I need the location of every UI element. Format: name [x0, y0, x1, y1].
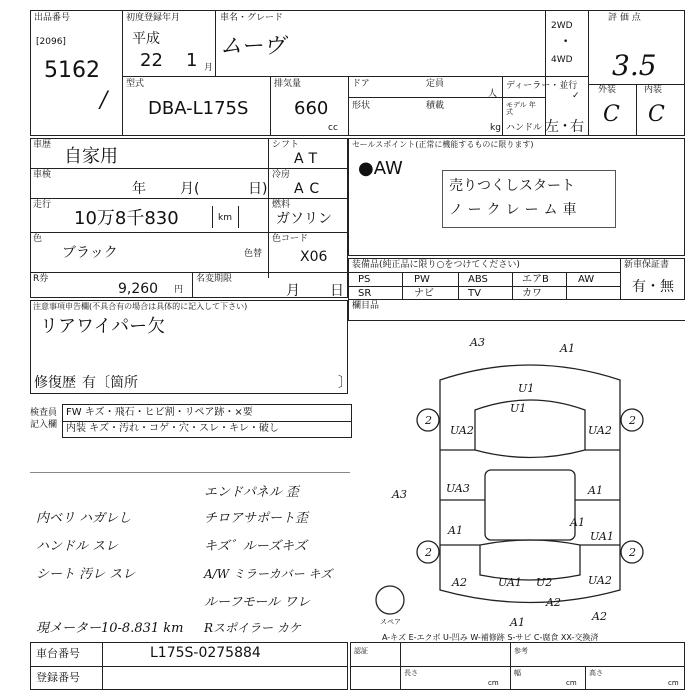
equipment-bottom-3: カワ [522, 288, 542, 299]
equipment-bottom-1: ナビ [414, 288, 434, 299]
warranty-value: 有・無 [632, 279, 674, 295]
diag-mark-a1-top: A1 [560, 342, 575, 355]
diag-mark-2-rl: 2 [425, 546, 432, 559]
lot-number: 5162 [44, 58, 100, 83]
stamp-line1: 売りつくしスタート [449, 178, 575, 194]
repair-close: 〕 [338, 375, 352, 391]
chassis-label: 車台番号 [36, 647, 80, 660]
name-change-month: 月 [286, 283, 300, 299]
note-right-4: A/W ミラーカバー キズ [204, 567, 333, 581]
diag-mark-2-fr: 2 [629, 414, 636, 427]
height-label: 高さ [589, 669, 603, 677]
width-label: 幅 [514, 669, 521, 677]
dealer-label: ディーラー・並行 [506, 81, 578, 91]
note-bottom-left: 現メーター10-8.831 km [36, 621, 184, 636]
inspection-month: 月( [180, 181, 200, 197]
model-year-label: モデル 年式 [506, 101, 536, 116]
caution-block [30, 300, 348, 394]
chassis-number: L175S-0275884 [150, 645, 261, 661]
car-damage-diagram [370, 330, 690, 640]
mileage-value: 10万8千830 [74, 208, 179, 229]
reg-month-unit: 月 [204, 63, 214, 73]
diag-mark-a1-mid: A1 [570, 516, 585, 529]
note-right-3: キズ゛ルーズキズ [204, 539, 307, 554]
damage-legend: A-キズ E-エクボ U-凹み W-補修跡 S-サビ C-腐食 XX-交換済 [382, 633, 599, 642]
sales-stamp [442, 170, 616, 228]
diag-mark-u2: U2 [536, 576, 553, 589]
reg-year: 22 [140, 50, 163, 71]
note-left-3: シート 汚レ スレ [36, 567, 136, 582]
score-value: 3.5 [612, 49, 657, 82]
equipment-top-1: PW [414, 274, 430, 285]
diag-mark-ua2-r: UA2 [588, 424, 612, 437]
stamp-line2: ノークレーム車 [449, 202, 582, 218]
caution-label: 注意事項申告欄(不具合有の場合は具体的に記入して下さい) [33, 302, 248, 311]
reg-date-label: 初度登録年月 [126, 13, 181, 23]
load-unit: kg [490, 123, 501, 133]
inspection-label: 車検 [33, 170, 52, 180]
equipment-bottom-0: SR [358, 288, 372, 299]
handle-dot: ・ [558, 119, 572, 135]
diag-mark-a3-top: A3 [470, 336, 485, 349]
capacity-label: 定員 [426, 79, 445, 89]
diag-mark-a2-rear: A2 [546, 596, 561, 609]
height-unit: cm [668, 679, 679, 687]
equipment-top-2: ABS [468, 274, 488, 285]
inspector-row-1: FW キズ・飛石・ヒビ割・リペア跡・×要 [66, 407, 253, 418]
diag-mark-ua1-rear: UA1 [498, 576, 522, 589]
diag-mark-a1-left: A1 [448, 524, 463, 537]
diag-mark-ua2-rear: UA2 [588, 574, 612, 587]
dealer-mark: ✓ [572, 91, 580, 101]
cc-label: 排気量 [274, 79, 302, 89]
caution-note: リアワイパー欠 [40, 316, 166, 337]
color-change-label: 色替 [244, 249, 263, 259]
diag-mark-a2-bottom: A2 [592, 610, 607, 623]
diag-mark-a1-bottom: A1 [510, 616, 525, 629]
km-unit: km [218, 213, 232, 223]
car-rear-window [480, 540, 580, 580]
note-left-2: ハンドル スレ [36, 539, 119, 554]
recycle-label: R券 [33, 274, 49, 284]
width-unit: cm [566, 679, 577, 687]
notes-label: 欄目品 [352, 301, 380, 311]
interior-grade: C [648, 102, 665, 127]
inspector-row-2: 内装 キズ・汚れ・コゲ・穴・スレ・キレ・破し [66, 423, 279, 434]
inspection-year: 年 [132, 181, 146, 197]
color-code-value: X06 [300, 249, 328, 265]
lot-label: 出品番号 [34, 13, 71, 23]
header-block [30, 10, 685, 136]
diag-mark-u1-b: U1 [510, 402, 527, 415]
repair-label: 修復歴 [34, 375, 76, 391]
exterior-label: 外装 [598, 85, 617, 95]
diag-mark-ua1-right: UA1 [590, 530, 614, 543]
note-left-1: 内ベリ ハガレし [36, 511, 132, 526]
handle-label: ハンドル [506, 123, 543, 133]
fuel-label: 燃料 [272, 200, 291, 210]
color-value: ブラック [62, 245, 118, 261]
drive-4wd: 4WD [551, 55, 573, 65]
color-label: 色 [33, 234, 43, 244]
drive-dot: • [563, 37, 569, 47]
repair-value: 有〔箇所 [82, 375, 138, 391]
model-code: DBA-L175S [148, 98, 249, 119]
inspector-label-1: 検査員 [30, 408, 58, 418]
car-roof [485, 470, 575, 540]
slash-mark: / [100, 88, 108, 113]
note-right-5: ルーフモール ワレ [204, 595, 311, 610]
diag-mark-ua2-l: UA2 [450, 424, 474, 437]
history-value: 自家用 [64, 146, 118, 167]
diag-mark-2-fl: 2 [425, 414, 432, 427]
car-name: ムーヴ [220, 34, 285, 59]
length-unit: cm [488, 679, 499, 687]
handle-right: 右 [570, 119, 584, 135]
cc-unit: cc [328, 123, 338, 133]
cc-value: 660 [294, 98, 329, 119]
spare-tire [376, 586, 404, 614]
load-label: 積載 [426, 101, 445, 111]
diag-mark-a1-right: A1 [588, 484, 603, 497]
equipment-bottom-2: TV [468, 288, 481, 299]
equipment-label: 装備品(純正品に限り○をつけてください) [352, 260, 520, 270]
drive-2wd: 2WD [551, 21, 573, 31]
car-windscreen [475, 400, 585, 458]
diag-mark-2-rr: 2 [629, 546, 636, 559]
diag-mark-ua3: UA3 [446, 482, 470, 495]
diag-mark-a2-left: A2 [452, 576, 467, 589]
era: 平成 [132, 31, 160, 47]
sales-aw: ●AW [358, 158, 403, 179]
ac-label: 冷房 [272, 170, 291, 180]
recycle-fee: 9,260 [118, 281, 159, 297]
fuel-value: ガソリン [276, 211, 332, 227]
handle-left: 左 [545, 119, 559, 135]
stamp-b: 参考 [514, 647, 528, 655]
exterior-grade: C [603, 102, 620, 127]
stamp-a: 認証 [354, 647, 368, 655]
interior-label: 内装 [644, 85, 663, 95]
warranty-label: 新車保証書 [624, 260, 670, 270]
door-label: ドア [352, 79, 370, 89]
equipment-top-3: エアB [522, 274, 549, 285]
diag-mark-u1-a: U1 [518, 382, 535, 395]
car-name-label: 車名・グレード [220, 13, 284, 23]
equipment-top-0: PS [358, 274, 371, 285]
note-bottom-right: Rスポイラー カケ [204, 621, 301, 635]
sales-label: セールスポイント(正常に機能するものに限ります) [352, 140, 534, 149]
note-right-2: チロアサポート歪 [204, 511, 309, 526]
length-label: 長さ [404, 669, 418, 677]
note-right-1: エンドパネル 歪 [204, 485, 299, 500]
registration-label: 登録番号 [36, 671, 80, 684]
lot-code: [2096] [36, 37, 66, 47]
ac-value: AC [294, 181, 326, 197]
history-label: 車歴 [33, 140, 52, 150]
spare-label: スペア [380, 618, 401, 626]
shift-label: シフト [272, 140, 300, 150]
name-change-day: 日 [330, 283, 344, 299]
equipment-top-4: AW [578, 274, 595, 285]
shift-value: AT [294, 151, 324, 167]
shape-label: 形状 [352, 101, 371, 111]
recycle-unit: 円 [174, 285, 184, 295]
capacity-unit: 人 [488, 89, 498, 99]
name-change-label: 名変期限 [196, 274, 233, 284]
reg-month: 1 [186, 50, 198, 71]
model-label: 型式 [126, 79, 145, 89]
color-code-label: 色コード [272, 234, 309, 244]
mileage-label: 走行 [33, 200, 52, 210]
score-label: 評 価 点 [608, 13, 641, 23]
diag-mark-a3-left: A3 [392, 488, 407, 501]
inspection-day: 日) [248, 181, 268, 197]
inspector-label-2: 記入欄 [30, 420, 58, 430]
